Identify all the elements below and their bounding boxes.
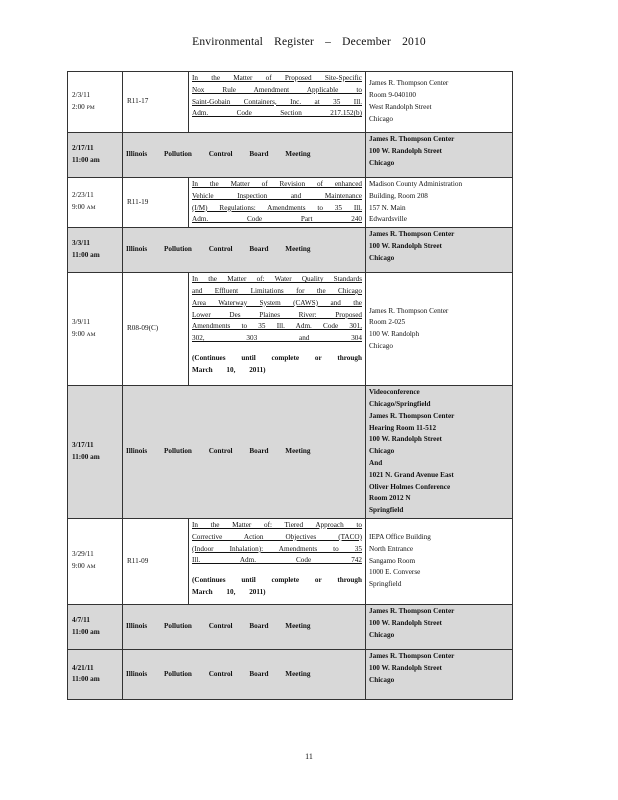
location-line: James R. Thompson Center — [369, 651, 455, 660]
meeting-label: Illinois Pollution Control Board Meeting — [123, 386, 366, 519]
docket-number: R11-09 — [123, 518, 189, 604]
hearing-ampm: AM — [86, 205, 96, 212]
location-line: Springfield — [369, 580, 402, 589]
table-row — [68, 133, 513, 178]
location-cell — [366, 133, 513, 178]
location-cell — [366, 604, 513, 649]
hearing-date: 2/23/11 — [72, 191, 94, 200]
table-row — [68, 273, 513, 386]
hearing-ampm: PM — [86, 104, 95, 111]
hearing-date: 3/29/11 — [72, 550, 94, 559]
description-line: (Indoor Inhalation): Amendments to 35 — [192, 544, 362, 553]
location-line: Building, Room 208 — [369, 191, 428, 200]
hearing-time: 9:00 — [72, 561, 85, 570]
location-cell — [366, 386, 513, 519]
date-cell — [68, 72, 123, 133]
location-line: Springfield — [369, 506, 404, 515]
hearing-date: 4/21/11 — [72, 663, 94, 672]
proceeding-description — [189, 273, 366, 386]
continuation-note: (Continues until complete or through March 10, 2011) — [192, 576, 362, 596]
location-cell — [366, 228, 513, 273]
hearing-time: 9:00 — [72, 329, 85, 338]
description-line: Saint-Gobain Containers, Inc. at 35 Ill. — [192, 97, 362, 106]
hearing-time: 11:00 am — [72, 453, 100, 462]
location-line: West Randolph Street — [369, 103, 432, 111]
hearing-date: 3/3/11 — [72, 239, 90, 248]
description-line: Vehicle Inspection and Maintenance — [192, 191, 362, 200]
location-cell — [366, 518, 513, 604]
meeting-label: Illinois Pollution Control Board Meeting — [123, 133, 366, 178]
date-cell — [68, 518, 123, 604]
hearing-date: 3/17/11 — [72, 441, 94, 450]
location-line: Hearing Room 11-512 — [369, 423, 437, 432]
location-cell — [366, 273, 513, 386]
description-line: In the Matter of Revision of enhanced — [192, 180, 362, 188]
table-row — [68, 178, 513, 228]
hearing-ampm: AM — [86, 331, 96, 338]
table-row — [68, 386, 513, 519]
date-cell — [68, 386, 123, 519]
date-cell — [68, 133, 123, 178]
table-row — [68, 604, 513, 649]
location-line: 157 N. Main — [369, 203, 406, 212]
location-line: 1021 N. Grand Avenue East — [369, 470, 454, 479]
description-line: Nox Rule Amendment Applicable to — [192, 85, 362, 94]
page-number: 11 — [305, 752, 313, 761]
hearing-time: 9:00 — [72, 203, 85, 212]
description-line: In the Matter of Proposed Site-Specific — [192, 74, 362, 82]
location-line: Room 9-040100 — [369, 91, 416, 100]
date-cell — [68, 604, 123, 649]
description-line: (I/M) Regulations: Amendments to 35 Ill. — [192, 203, 362, 212]
description-line: and Effluent Limitations for the Chicago — [192, 286, 362, 295]
location-line: Chicago — [369, 253, 395, 262]
location-line: 100 W. Randolph Street — [369, 241, 442, 250]
date-cell — [68, 178, 123, 228]
hearing-ampm: AM — [86, 563, 96, 570]
description-line: Amendments to 35 Ill. Adm. Code 301, — [192, 322, 362, 331]
hearing-time: 11:00 am — [72, 251, 100, 260]
location-line: 100 W. Randolph Street — [369, 435, 442, 444]
hearing-time: 11:00 am — [72, 627, 100, 636]
hearing-date: 2/17/11 — [72, 144, 94, 153]
location-line: Videoconference — [369, 388, 420, 397]
description-line: Adm. Code Section 217.152(b) — [192, 109, 362, 118]
docket-number: R11-17 — [123, 72, 189, 133]
location-cell — [366, 72, 513, 133]
description-line: Area Waterway System (CAWS) and the — [192, 298, 362, 307]
location-line: Oliver Holmes Conference — [369, 482, 451, 491]
docket-number: R08-09(C) — [123, 273, 189, 386]
location-line: Chicago — [369, 447, 395, 456]
proceeding-description — [189, 518, 366, 604]
description-line: In the Matter of: Tiered Approach to — [192, 520, 362, 529]
location-line: James R. Thompson Center — [369, 135, 455, 143]
hearing-date: 3/9/11 — [72, 317, 91, 326]
location-line: Chicago/Springfield — [369, 399, 431, 408]
table-row — [68, 518, 513, 604]
hearing-time: 11:00 am — [72, 156, 100, 164]
table-row — [68, 228, 513, 273]
location-line: Edwardsville — [369, 215, 407, 224]
location-line: Sangamo Room — [369, 556, 416, 565]
meeting-label: Illinois Pollution Control Board Meeting — [123, 228, 366, 273]
docket-number: R11-19 — [123, 178, 189, 228]
location-line: Room 2012 N — [369, 494, 411, 503]
description-line: 302, 303 and 304 — [192, 334, 362, 343]
location-line: 100 W. Randolph Street — [369, 663, 442, 672]
location-line: Chicago — [369, 630, 395, 639]
location-line: Chicago — [369, 114, 393, 123]
description-line: Ill. Adm. Code 742 — [192, 556, 362, 565]
location-line: 1000 E. Converse — [369, 568, 421, 577]
location-cell — [366, 178, 513, 228]
table-row — [68, 649, 513, 699]
date-cell — [68, 273, 123, 386]
description-line: Lower Des Plaines River: Proposed — [192, 310, 362, 319]
location-line: 100 W. Randolph — [369, 330, 420, 339]
location-line: Madison County Administration — [369, 180, 463, 188]
location-line: Room 2-025 — [369, 318, 406, 327]
page-header: Environmental Register – December 2010 — [192, 36, 426, 48]
location-line: 100 W. Randolph Street — [369, 146, 442, 155]
location-line: 100 W. Randolph Street — [369, 618, 442, 627]
location-cell — [366, 649, 513, 699]
hearing-date: 2/3/11 — [72, 90, 91, 99]
meeting-label: Illinois Pollution Control Board Meeting — [123, 604, 366, 649]
location-line: Chicago — [369, 675, 395, 684]
continuation-note: (Continues until complete or through March 10, 2011) — [192, 353, 362, 374]
location-line: IEPA Office Building — [369, 532, 431, 541]
date-cell — [68, 228, 123, 273]
location-line: North Entrance — [369, 544, 414, 553]
proceeding-description — [189, 72, 366, 133]
meeting-label: Illinois Pollution Control Board Meeting — [123, 649, 366, 699]
location-line: James R. Thompson Center — [369, 306, 449, 315]
description-line: In the Matter of: Water Quality Standards — [192, 275, 362, 284]
hearing-time: 11:00 am — [72, 675, 100, 684]
hearing-schedule-table — [67, 71, 513, 700]
location-line: James R. Thompson Center — [369, 79, 449, 88]
description-line: Corrective Action Objectives (TACO) — [192, 532, 362, 541]
description-line: Adm. Code Part 240 — [192, 215, 362, 224]
location-line: James R. Thompson Center — [369, 411, 455, 420]
hearing-time: 2:00 — [72, 102, 85, 111]
date-cell — [68, 649, 123, 699]
hearing-date: 4/7/11 — [72, 616, 90, 625]
table-row — [68, 72, 513, 133]
proceeding-description — [189, 178, 366, 228]
location-line: Chicago — [369, 158, 395, 167]
location-line: James R. Thompson Center — [369, 230, 455, 239]
location-line: James R. Thompson Center — [369, 606, 455, 615]
location-line: Chicago — [369, 341, 393, 350]
location-line: And — [369, 458, 383, 467]
